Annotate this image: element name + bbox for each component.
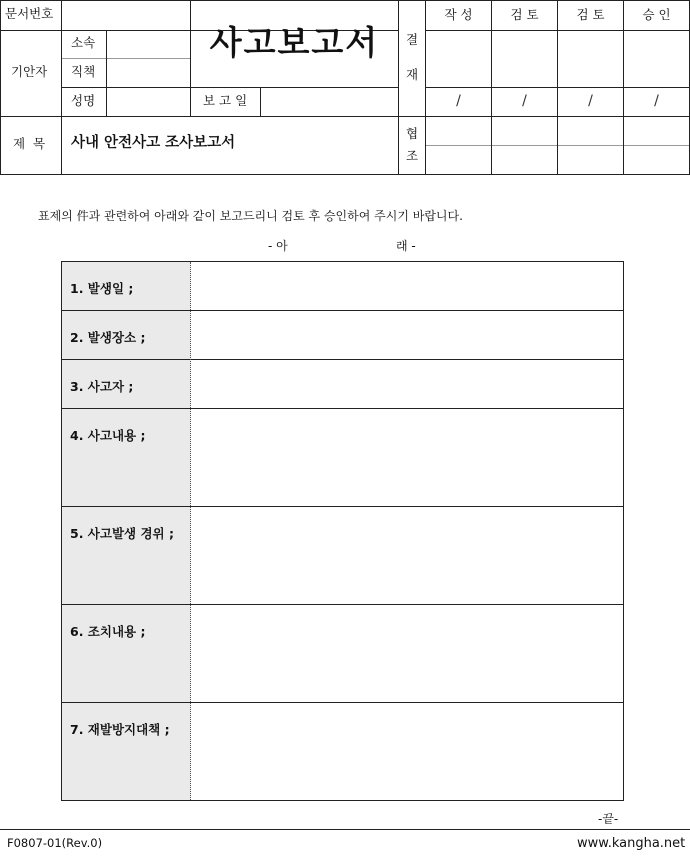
row-value-prevention-measures[interactable] — [192, 703, 623, 800]
approval-sign-writer[interactable] — [426, 31, 491, 87]
coop-cell[interactable] — [426, 117, 491, 145]
report-date-label: 보 고 일 — [203, 93, 248, 108]
row-label-accident-details: 4. 사고내용 ; — [70, 428, 146, 443]
approval-sign-approve[interactable] — [624, 31, 689, 87]
row-value-victim[interactable] — [192, 360, 623, 408]
approval-col-writer: 작 성 — [444, 7, 473, 22]
doc-no-field[interactable] — [62, 1, 190, 30]
approval-date-review-2[interactable]: / — [588, 93, 593, 109]
row-label-location: 2. 발생장소 ; — [70, 330, 146, 345]
approval-date-writer[interactable]: / — [456, 93, 461, 109]
end-mark: -끝- — [598, 812, 619, 826]
approval-col-review-2: 검 토 — [576, 7, 605, 22]
row-value-accident-details[interactable] — [192, 409, 623, 506]
row-value-location[interactable] — [192, 311, 623, 359]
approval-col-review-1: 검 토 — [510, 7, 539, 22]
coop-cell[interactable] — [558, 117, 623, 145]
row-label-occurrence-date: 1. 발생일 ; — [70, 281, 134, 296]
approval-sign-review-2[interactable] — [558, 31, 623, 87]
approval-label-bottom: 재 — [406, 67, 419, 82]
dept-label: 소속 — [71, 35, 96, 50]
row-label-prevention-measures: 7. 재발방지대책 ; — [70, 722, 170, 737]
form-code: F0807-01(Rev.0) — [7, 836, 103, 850]
row-label-victim: 3. 사고자 ; — [70, 379, 134, 394]
name-field[interactable] — [107, 88, 190, 116]
below-marker-right: 래 - — [396, 239, 416, 253]
row-value-circumstances[interactable] — [192, 507, 623, 604]
row-value-actions-taken[interactable] — [192, 605, 623, 702]
doc-no-label: 문서번호 — [5, 6, 54, 21]
position-label: 직책 — [71, 64, 96, 79]
drafter-label: 기안자 — [11, 64, 48, 79]
approval-date-approve[interactable]: / — [654, 93, 659, 109]
row-label-actions-taken: 6. 조치내용 ; — [70, 624, 146, 639]
report-date-field[interactable] — [261, 88, 398, 116]
approval-label-top: 결 — [406, 32, 419, 47]
coop-cell[interactable] — [492, 146, 557, 174]
coop-cell[interactable] — [624, 117, 689, 145]
coop-label-top: 협 — [406, 126, 419, 141]
coop-cell[interactable] — [426, 146, 491, 174]
position-field[interactable] — [107, 59, 190, 87]
row-value-occurrence-date[interactable] — [192, 262, 623, 310]
row-label-circumstances: 5. 사고발생 경위 ; — [70, 526, 174, 541]
page-title: 사고보고서 — [209, 23, 380, 62]
below-marker-left: - 아 — [268, 239, 288, 253]
dept-field[interactable] — [107, 31, 190, 58]
coop-cell[interactable] — [492, 117, 557, 145]
approval-date-review-1[interactable]: / — [522, 93, 527, 109]
subject-label: 제 목 — [13, 136, 46, 151]
approval-col-approve: 승 인 — [642, 7, 671, 22]
coop-label-bottom: 조 — [406, 148, 419, 163]
coop-cell[interactable] — [624, 146, 689, 174]
subject-value[interactable]: 사내 안전사고 조사보고서 — [71, 135, 236, 151]
name-label: 성명 — [71, 93, 96, 108]
website-link[interactable]: www.kangha.net — [577, 836, 686, 851]
intro-text: 표제의 件과 관련하여 아래와 같이 보고드리니 검토 후 승인하여 주시기 바랍니다. — [38, 209, 463, 223]
approval-sign-review-1[interactable] — [492, 31, 557, 87]
coop-cell[interactable] — [558, 146, 623, 174]
